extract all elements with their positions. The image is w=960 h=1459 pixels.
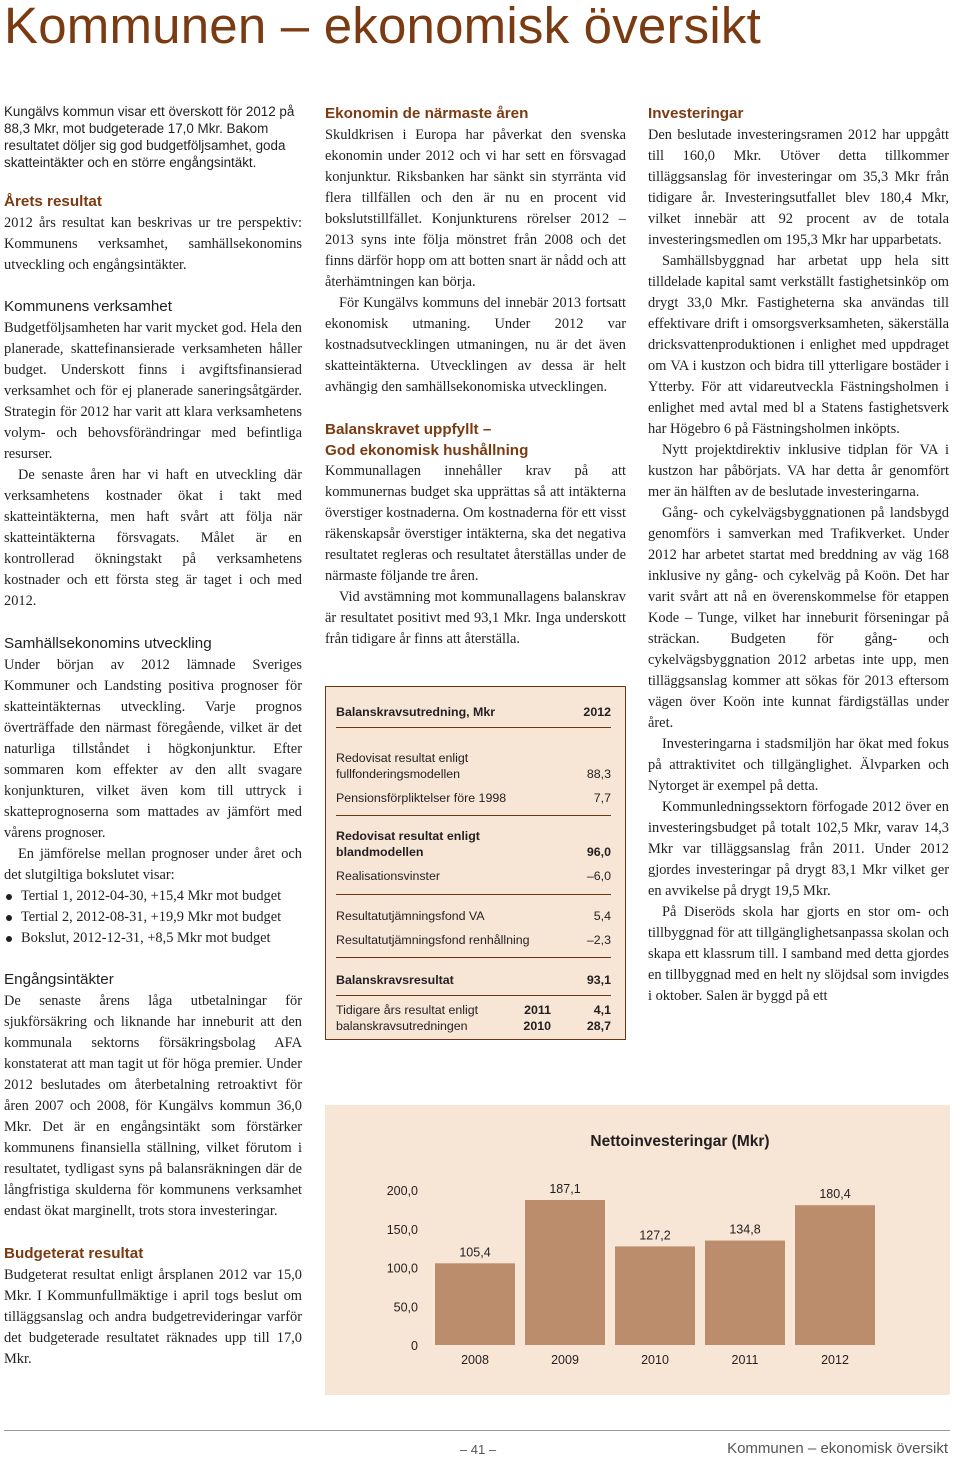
bar-value-label: 105,4 — [459, 1245, 491, 1260]
table-cell-value: 88,3 — [586, 766, 611, 781]
table-cell-label: Resultatutjämningsfond VA — [336, 909, 485, 923]
y-tick-label: 50,0 — [393, 1300, 418, 1315]
paragraph: Gång- och cykelvägsbyggnationen på landsbygd genomförs i samverkan med Trafikverket. Under 2012 har arbetet startat med breddning av väg 168 inklusive ny gång- och cykelväg på Koön. Det har varit svårt att nå en överenskommelse för etappen Kode – Tunge, vilket har inneburit förseningar på sträckan. Budgeten för gång- och cykelvägsbyggnation 2012 arbetas inte upp, men tilläggsanslag kommer att sökas för 2013 eftersom vägen över Koön inte kunnat färdigställas under året. — [648, 505, 949, 731]
nettoinvesteringar-chart — [325, 1105, 950, 1395]
label-line: Tidigare års resultat enligt — [336, 1003, 479, 1017]
heading-kommunens-verksamhet: Kommunens verksamhet — [4, 298, 172, 315]
bar — [615, 1246, 695, 1345]
table-cell-value — [551, 1003, 611, 1034]
table-row — [336, 909, 611, 925]
table-cell-value: 96,0 — [586, 844, 611, 859]
label-line: balanskravsutredningen — [336, 1018, 468, 1033]
bar-value-label: 180,4 — [819, 1187, 851, 1202]
paragraph: Kommunallagen innehåller krav på att kommunernas budget ska upprättas så att intäkterna överstiger kostnaderna. Om kostnaderna för ett visst räkenskapsår överstiger intäkterna, ska det negativa resultatet regleras och resultatet återställas under de närmaste följande tre åren. — [325, 463, 626, 584]
x-tick-label: 2011 — [731, 1353, 759, 1367]
footer-label: Kommunen – ekonomisk översikt — [727, 1440, 948, 1457]
paragraph: En jämförelse mellan prognoser under året och det slutgiltiga bokslutet visar: — [4, 846, 302, 883]
x-tick-label: 2010 — [641, 1353, 669, 1367]
y-tick-label: 100,0 — [386, 1261, 418, 1276]
column-right — [648, 103, 949, 1007]
heading-balanskravet — [325, 419, 626, 461]
heading-investeringar: Investeringar — [648, 105, 744, 122]
paragraph: Den beslutade investeringsramen 2012 har uppgått till 160,0 Mkr. Utöver detta tillkommer tilläggsanslag för investeringar om 35,3 Mkr från tidigare år. Investeringsutfallet blev 180,4 Mkr, vilket innebär att 92 procent av de totala investeringsmedlen om 195,3 Mkr har upparbetats. — [648, 127, 949, 248]
paragraph: Nytt projektdirektiv inklusive tidplan för VA i kustzon har påbörjats. VA har detta år genomfört mer än hälften av de beslutade investeringarna. — [648, 442, 949, 500]
column-middle — [325, 103, 626, 650]
paragraph: Budgetföljsamheten har varit mycket god. Hela den planerade, skattefinansierade verksamheten håller budget. Underskott finns i avgiftsfinansierad verksamhet och för ej planerade saneringsåtgärder. Strategin för 2012 har varit att klara verksamhetens volym- och behovsförändringar med befintliga resurser. — [4, 320, 302, 462]
table-cell-label: Realisationsvinster — [336, 869, 440, 883]
table-row — [336, 751, 611, 782]
table-divider — [336, 995, 611, 996]
y-tick-label: 0 — [411, 1339, 418, 1353]
heading-samhallsekonomins-utveckling: Samhällsekonomins utveckling — [4, 635, 212, 652]
balanskrav-table — [325, 686, 626, 1040]
table-divider — [336, 815, 611, 816]
table-row — [336, 933, 611, 949]
bar-series — [435, 1200, 875, 1345]
table-header — [336, 705, 611, 721]
paragraph: Investeringarna i stadsmiljön har ökat med fokus på attraktivitet och tillgänglighet. Älvparken och Nytorget är exempel på detta. — [648, 736, 949, 794]
table-divider — [336, 957, 611, 958]
table-row — [336, 973, 611, 989]
intro-text: Kungälvs kommun visar ett överskott för 2012 på 88,3 Mkr, mot budgeterade 17,0 Mkr. Bakom resultatet döljer sig god budgetföljsamhet, goda skatteintäkter och en större engångsintäkt. — [4, 104, 295, 170]
footer-divider — [4, 1430, 950, 1431]
label-line: Redovisat resultat enligt — [336, 829, 480, 843]
value-line: 4,1 — [593, 1003, 611, 1017]
table-cell-value: –6,0 — [586, 869, 611, 883]
column-left — [4, 103, 302, 1370]
bar — [435, 1263, 515, 1345]
heading-arets-resultat: Årets resultat — [4, 193, 102, 210]
chart-title: Nettoinvesteringar (Mkr) — [590, 1133, 770, 1150]
x-tick-label: 2009 — [551, 1353, 579, 1367]
y-tick-label: 200,0 — [386, 1184, 418, 1198]
bar-value-label: 187,1 — [549, 1181, 581, 1196]
paragraph: Under början av 2012 lämnade Sveriges Kommuner och Landsting positiva prognoser för skatteintäkternas utveckling. Varje prognos överträffade den närmast föregående, vilket är det naturliga tillståndet i högkonjunktur. Efter sommaren kom effekter av den allt svagare konjunkturen, vilket även kom till uttryck i skatteprognoserna som mattades av jämfört med vårens prognoser. — [4, 657, 302, 841]
paragraph: Samhällsbyggnad har arbetat upp hela sitt tilldelade kapital samt verkställt fastighetsinköp om drygt 33,0 Mkr. Fastigheterna ska användas till effektivare drift i omsorgsverksamheten, säkerställa dricksvattenproduktionen i enlighet med uppdraget om VA i kustzon och bidra till ytterligare bostäder i Ytterby. För att vidareutveckla Fästningsholmen i enlighet med avtal med bl a Statens fastighetsverk har Högebro 6 på Fästningsholmen inköpts. — [648, 253, 949, 437]
table-divider — [336, 727, 611, 728]
bar — [705, 1241, 785, 1345]
table-cell-year — [507, 1003, 551, 1034]
heading-line: God ekonomisk hushållning — [325, 442, 529, 459]
table-header-label: Balanskravsutredning, Mkr — [336, 705, 496, 719]
paragraph: För Kungälvs kommuns del innebär 2013 fortsatt ekonomisk utmaning. Under 2012 var kostnadsutvecklingen utmaningen, nu är det även skatteintäkterna. Utvecklingen av dessa är helt avhängig den samhällsekonomiska utvecklingen. — [325, 295, 626, 395]
table-divider — [336, 894, 611, 895]
page-title: Kommunen – ekonomisk översikt — [4, 0, 761, 54]
value-line: 28,7 — [586, 1018, 611, 1033]
y-axis — [387, 1184, 418, 1353]
label-line: blandmodellen — [336, 844, 424, 859]
bar-value-label: 127,2 — [639, 1228, 671, 1243]
table-cell-value: 5,4 — [593, 909, 611, 923]
table-cell-label — [336, 1003, 507, 1034]
y-tick-label: 150,0 — [386, 1222, 418, 1237]
list-item: Tertial 1, 2012-04-30, +15,4 Mkr mot budget — [4, 886, 302, 907]
label-line: fullfonderingsmodellen — [336, 766, 460, 781]
paragraph: Budgeterat resultat enligt årsplanen 2012 var 15,0 Mkr. I Kommunfullmäktige i april togs beslut om tilläggsanslag och andra budgetrevideringar varför det budgeterade resultatet räknades upp till 17,0 Mkr. — [4, 1267, 302, 1367]
paragraph: Skuldkrisen i Europa har påverkat den svenska ekonomin under 2012 och vi har sett en försvagad konjunktur. Riksbanken har sänkt sin styrränta vid flera tillfällen och den är nu en procent vid bokslutstillfället. Konjunkturens rörelser 2012 – 2013 syns inte följa mönstret från 2008 och det finns därför hopp om att botten snart är nådd och att återhämtningen kan börja. — [325, 127, 626, 290]
paragraph: Kommunledningssektorn förfogade 2012 över en investeringsbudget på totalt 102,5 Mkr, varav 14,3 Mkr var tilläggsanslag från 2011. Under 2012 gjordes investeringar på drygt 83,1 Mkr vilket ger en avvikelse på drygt 19,5 Mkr. — [648, 799, 949, 899]
x-tick-label: 2008 — [461, 1353, 489, 1367]
bar-value-label: 134,8 — [729, 1222, 761, 1237]
table-cell-label: Balanskravsresultat — [336, 973, 454, 987]
list-item: Tertial 2, 2012-08-31, +19,9 Mkr mot budget — [4, 907, 302, 928]
heading-line: Balanskravet uppfyllt – — [325, 421, 492, 438]
table-row — [336, 869, 611, 885]
table-cell-label: Resultatutjämningsfond renhållning — [336, 933, 530, 947]
table-cell-value: –2,3 — [586, 933, 611, 947]
chart-canvas — [325, 1105, 950, 1395]
year-line: 2010 — [523, 1018, 551, 1033]
table-cell-label — [336, 829, 551, 860]
heading-budgeterat-resultat: Budgeterat resultat — [4, 1245, 144, 1262]
bullet-list — [4, 886, 302, 949]
list-item: Bokslut, 2012-12-31, +8,5 Mkr mot budget — [4, 928, 302, 949]
table-cell-label — [336, 751, 551, 782]
paragraph: Vid avstämning mot kommunallagens balanskrav är resultatet positivt med 93,1 Mkr. Inga underskott från tidigare år finns att återställa. — [325, 589, 626, 647]
table-cell-label: Pensionsförpliktelser före 1998 — [336, 791, 507, 805]
heading-engangsintakter: Engångsintäkter — [4, 971, 114, 988]
table-row — [336, 829, 611, 860]
paragraph: På Diseröds skola har gjorts en stor om- och tillbyggnad för att tillgänglighetsanpassa skolan och skapa ett klassrum till. I samband med detta gjordes en tillbyggnad med en helt ny slöjdsal som invigdes i oktober. Salen är byggd på ett — [648, 904, 949, 1004]
bar — [525, 1200, 605, 1345]
year-line: 2011 — [524, 1003, 551, 1017]
table-row — [336, 1003, 611, 1034]
heading-ekonomin: Ekonomin de närmaste åren — [325, 105, 529, 122]
paragraph: 2012 års resultat kan beskrivas ur tre perspektiv: Kommunens verksamhet, samhällsekonomins utveckling och engångsintäkter. — [4, 215, 302, 273]
table-cell-value: 93,1 — [586, 973, 611, 987]
bar — [795, 1205, 875, 1345]
paragraph: De senaste åren har vi haft en utveckling där verksamhetens kostnader ökat i takt med skatteintäkterna, men haft svårt att följa när skatteintäkterna försvagats. Målet är en kontrollerad ökningstakt på verksamhetens kostnader och ett första steg är taget i och med 2012. — [4, 467, 302, 609]
label-line: Redovisat resultat enligt — [336, 751, 469, 765]
table-cell-value: 7,7 — [593, 791, 611, 805]
page-number: – 41 – — [459, 1442, 497, 1457]
table-header-year: 2012 — [583, 705, 611, 719]
table-row — [336, 791, 611, 807]
paragraph: De senaste årens låga utbetalningar för sjukförsäkring och liknande har inneburit att den kommunala sektorns försäkringsbolag AFA konstaterat att man tagit ut för höga premier. Under 2012 beslutades om återbetalning retroaktivt för åren 2007 och 2008, för Kungälvs kommun 36,0 Mkr. Det är en engångsintäkt som förstärker kommunens finansiella ställning, vilket förutom i resultatet, tydligast syns på balansräkningen där de långfristiga skulderna för kommunens verksamhet endast ökat marginellt, trots stora investeringar. — [4, 993, 302, 1219]
x-axis — [461, 1353, 849, 1367]
x-tick-label: 2012 — [821, 1353, 849, 1367]
